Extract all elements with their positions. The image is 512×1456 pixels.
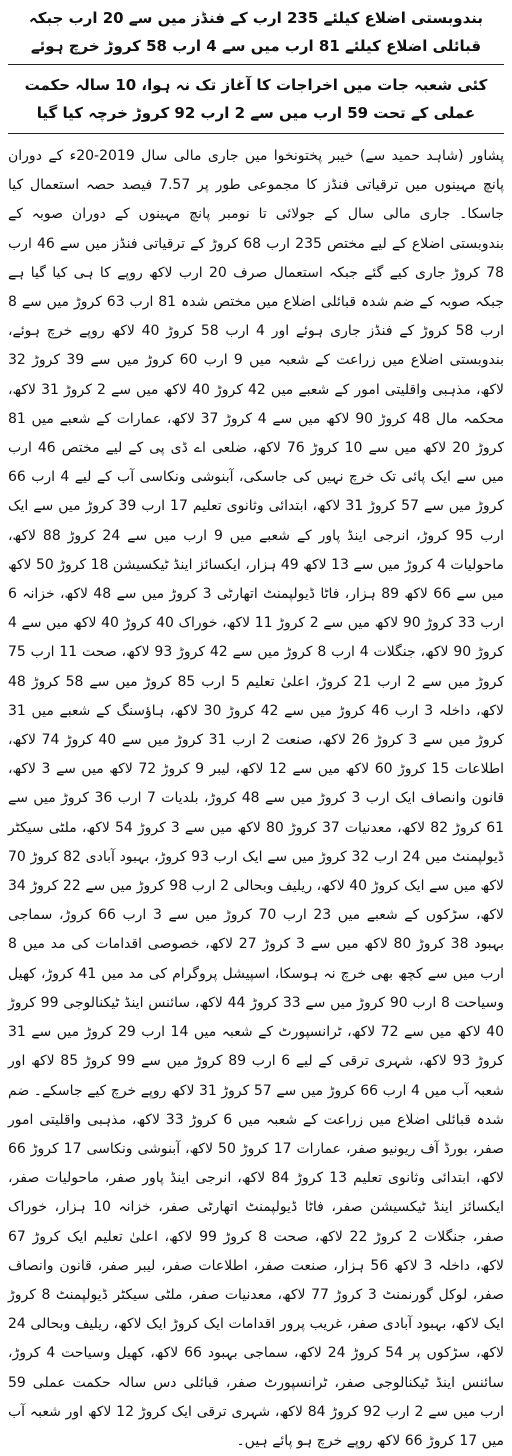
article-body: پشاور (شاہد حمید سے) خیبر پختونخوا میں جاری مالی سال 2019-20ء کے دوران پانچ مہینوں میں ترقیاتی فنڈز کا مجموعی طور پر 7.57 فیصد حصہ استعمال کیا جاسکا۔ جاری مالی سال کے جولائی تا نومبر پانچ مہینوں کے دوران صوبہ کے بندوبستی اضلاع کے لیے مختص 235 ارب 68 کروڑ کے ترقیاتی فنڈز میں سے 46 ارب 78 کروڑ جاری کیے گئے جبکہ استعمال صرف 20 ارب لاکھ روپے کا ہی کیا گیا ہے جبکہ صوبہ کے ضم شدہ قبائلی اضلاع میں مختص شدہ 81 ارب 63 کروڑ میں سے 8 ارب 58 کروڑ کے فنڈز جاری ہوئے اور 4 ارب 58 کروڑ 40 لاکھ روپے خرچ ہوئے، بندوبستی اضلاع میں زراعت کے شعبہ میں 9 ارب 60 کروڑ میں سے 39 کروڑ 32 لاکھ، مذہبی واقلیتی امور کے شعبے میں 42 کروڑ 40 لاکھ میں سے 2 کروڑ 31 لاکھ، محکمہ مال 48 کروڑ 90 لاکھ میں سے 4 کروڑ 37 لاکھ، عمارات کے شعبے میں 81 کروڑ 20 لاکھ میں سے 10 کروڑ 76 لاکھ، ضلعی اے ڈی پی کے لیے مختص 46 ارب میں سے ایک پائی تک خرچ نہیں کی جاسکی، آبنوشی ونکاسی آب کے لیے 4 ارب 66 کروڑ میں سے 57 کروڑ 31 لاکھ، ابتدائی وثانوی تعلیم 17 ارب 39 کروڑ میں سے ایک ارب 95 کروڑ، انرجی اینڈ پاور کے شعبے میں 9 ارب میں سے 24 کروڑ 88 لاکھ، ماحولیات 4 کروڑ میں سے 13 لاکھ 49 ہزار، ایکسائز اینڈ ٹیکسیشن 18 کروڑ 50 لاکھ میں سے 66 لاکھ 89 ہزار، فاٹا ڈیولپمنٹ اتھارٹی 3 کروڑ میں سے 48 لاکھ، خزانہ 6 ارب 33 کروڑ 90 لاکھ میں سے 2 کروڑ 11 لاکھ، خوراک 40 کروڑ 40 لاکھ میں سے 4 کروڑ 90 لاکھ، جنگلات 4 ارب 8 کروڑ میں سے 42 کروڑ 93 لاکھ، صحت 11 ارب 75 کروڑ میں سے 2 ارب 21 کروڑ، اعلیٰ تعلیم 5 ارب 85 کروڑ میں سے 58 کروڑ 48 لاکھ، داخلہ 3 ارب 46 کروڑ میں سے 42 کروڑ 30 لاکھ، ہاؤسنگ کے شعبے میں 31 کروڑ میں سے 3 کروڑ 26 لاکھ، صنعت 2 ارب 31 کروڑ میں سے 40 کروڑ 74 لاکھ، اطلاعات 15 کروڑ 60 لاکھ میں سے 12 لاکھ، لیبر 9 کروڑ 72 لاکھ میں سے 3 لاکھ، قانون وانصاف ایک ارب 3 کروڑ میں سے 48 کروڑ، بلدیات 7 ارب 36 کروڑ میں سے 61 کروڑ 82 لاکھ، معدنیات 37 کروڑ 80 لاکھ میں سے 3 کروڑ 54 لاکھ، ملٹی سیکٹر ڈیولپمنٹ میں 24 ارب 32 کروڑ میں سے ایک ارب 93 کروڑ، بہبود آبادی 82 کروڑ 70 لاکھ میں سے ایک کروڑ 40 لاکھ، ریلیف وبحالی 2 ارب 98 کروڑ میں سے 22 کروڑ 34 لاکھ، سڑکوں کے شعبے میں 23 ارب 70 کروڑ میں سے 3 ارب 66 کروڑ، سماجی بہبود 38 کروڑ 80 لاکھ میں سے 3 کروڑ 27 لاکھ، خصوصی اقدامات کی مد میں 8 ارب میں سے کچھ بھی خرچ نہ ہوسکا، اسپیشل پروگرام کی مد میں 41 کروڑ، کھیل وسیاحت 8 ارب 90 کروڑ میں سے 33 کروڑ 44 لاکھ، سائنس اینڈ ٹیکنالوجی 99 کروڑ 40 لاکھ میں سے 72 لاکھ، ٹرانسپورٹ کے شعبہ میں 14 ارب 29 کروڑ میں سے 31 کروڑ 93 لاکھ، شہری ترقی کے لیے 6 ارب 89 کروڑ میں سے 99 کروڑ 85 لاکھ اور شعبہ آب میں 4 ارب 66 کروڑ میں سے 57 کروڑ 31 لاکھ روپے خرچ کیے جاسکے۔ ضم شدہ قبائلی اضلاع میں زراعت کے شعبہ میں 6 کروڑ 33 لاکھ، مذہبی واقلیتی امور صفر، بورڈ آف ریونیو صفر، عمارات 17 کروڑ 50 لاکھ، آبنوشی ونکاسی 17 کروڑ 66 لاکھ، ابتدائی وثانوی تعلیم 13 کروڑ 84 لاکھ، انرجی اینڈ پاور صفر، ماحولیات صفر، ایکسائز اینڈ ٹیکسیشن صفر، فاٹا ڈیولپمنٹ اتھارٹی صفر، خزانہ 10 ہزار، خوراک صفر، جنگلات 2 کروڑ 22 لاکھ، صحت 8 کروڑ 99 لاکھ، اعلیٰ تعلیم ایک کروڑ 67 لاکھ، داخلہ 3 لاکھ 56 ہزار، صنعت صفر، اطلاعات صفر، لیبر صفر، قانون وانصاف صفر، لوکل گورنمنٹ 3 کروڑ 77 لاکھ، معدنیات صفر، ملٹی سیکٹر ڈیولپمنٹ 8 کروڑ ایک لاکھ، بہبود آبادی صفر، غریب پرور اقدامات ایک کروڑ ایک لاکھ، ریلیف وبحالی 24 لاکھ، سڑکوں پر 54 کروڑ 24 لاکھ، سماجی بہبود 66 لاکھ، کھیل وسیاحت 4 کروڑ، سائنس اینڈ ٹیکنالوجی صفر، ٹرانسپورٹ صفر، قبائلی دس سالہ حکمت عملی 59 ارب میں سے 2 ارب 92 کروڑ 84 لاکھ، شہری ترقی ایک کروڑ 12 لاکھ اور شعبہ آب میں 17 کروڑ 66 لاکھ روپے خرچ ہو پائے ہیں۔ bbox=[8, 148, 505, 1449]
headline-primary: بندوبستی اضلاع کیلئے 235 ارب کے فنڈز میں سے 20 ارب جبکہ قبائلی اضلاع کیلئے 81 ارب میں سے 4 ارب 58 کروڑ خرچ ہوئے bbox=[28, 9, 484, 55]
headline-divider bbox=[8, 64, 504, 65]
headline-secondary: کئی شعبہ جات میں اخراجات کا آغاز تک نہ ہوا، 10 سالہ حکمت عملی کے تحت 59 ارب میں سے 2 ارب 92 کروڑ خرچہ کیا گیا bbox=[24, 76, 488, 122]
subheadline-divider bbox=[8, 133, 504, 134]
